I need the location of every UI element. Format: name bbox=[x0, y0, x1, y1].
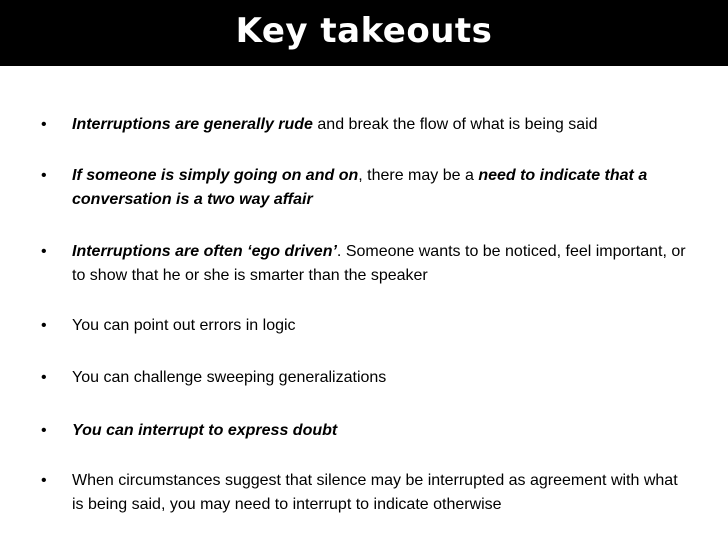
plain-text: You can challenge sweeping generalizations bbox=[72, 369, 387, 386]
plain-text: , there may be a bbox=[358, 167, 479, 184]
plain-text: and break the flow of what is being said bbox=[312, 116, 598, 133]
emphasis-text: If someone is simply going on and on bbox=[72, 167, 359, 184]
bullet-text bbox=[72, 366, 692, 390]
emphasis-text: need to indicate that a conversation is a two way affair bbox=[72, 167, 648, 208]
emphasis-text: You can interrupt to express doubt bbox=[72, 422, 338, 439]
bullet-icon: • bbox=[41, 243, 47, 260]
bullet-text bbox=[72, 419, 692, 443]
bullet-text bbox=[72, 314, 692, 338]
bullet-icon: • bbox=[41, 422, 47, 439]
bullet-text bbox=[72, 469, 692, 517]
slide-title: Key takeouts bbox=[235, 11, 493, 51]
emphasis-text: Interruptions are generally rude bbox=[72, 116, 313, 133]
bullet-icon: • bbox=[41, 317, 47, 334]
plain-text: . Someone wants to be noticed, feel important, or to show that he or she is smarter than the speaker bbox=[72, 243, 686, 284]
emphasis-text: Interruptions are often ‘ego driven’ bbox=[72, 243, 337, 260]
bullet-text bbox=[72, 240, 692, 288]
bullet-icon: • bbox=[41, 116, 47, 133]
bullet-icon: • bbox=[41, 472, 47, 489]
bullet-icon: • bbox=[41, 167, 47, 184]
plain-text: When circumstances suggest that silence may be interrupted as agreement with what is being said, you may need to interrupt to indicate otherwise bbox=[72, 472, 678, 513]
plain-text: You can point out errors in logic bbox=[72, 317, 296, 334]
bullet-text bbox=[72, 113, 692, 137]
bullet-icon: • bbox=[41, 369, 47, 386]
bullet-text bbox=[72, 164, 692, 212]
